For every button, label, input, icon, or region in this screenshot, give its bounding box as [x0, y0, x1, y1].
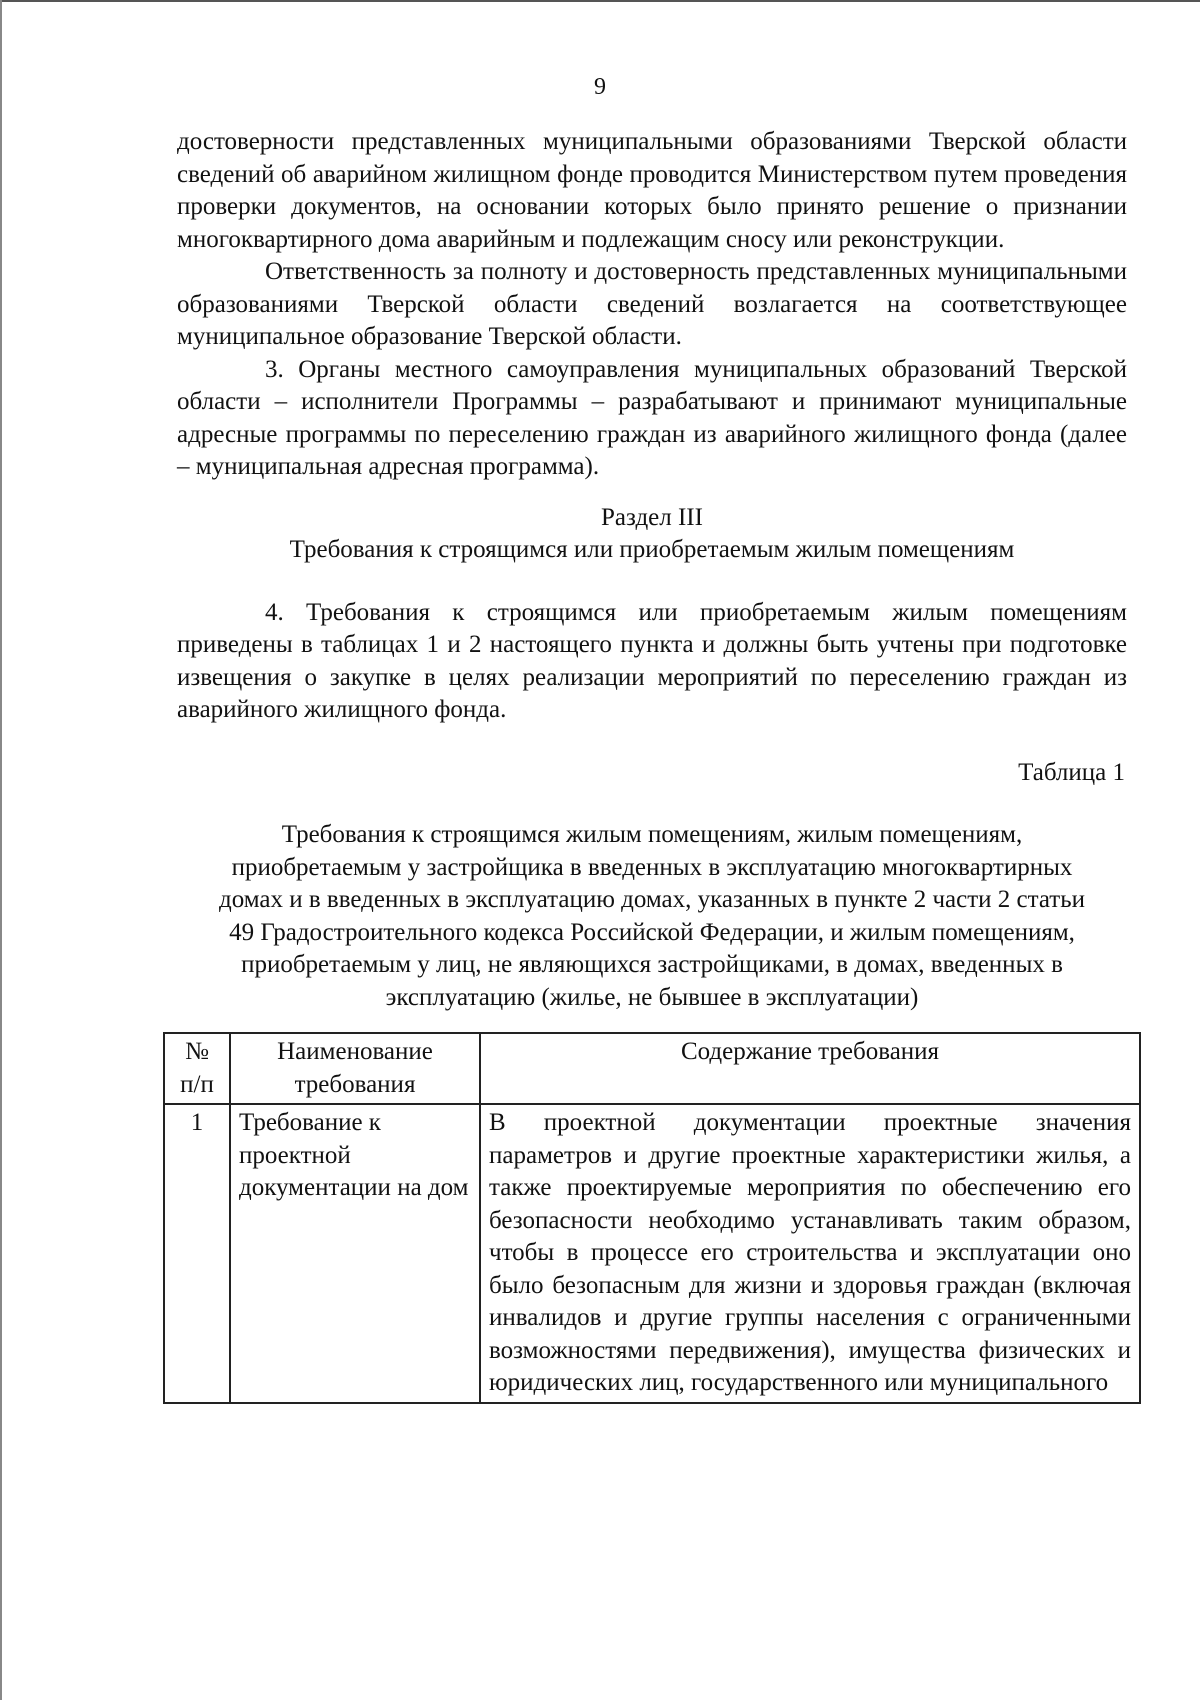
- page-top-edge: [0, 0, 1200, 2]
- cell-content: В проектной документации проектные значения параметров и другие проектные характеристики жилья, а также проектируемые мероприятия по обеспечению его безопасности необходимо устанавливать таким образом, чтобы в процессе его строительства и эксплуатации оно было безопасным для жизни и здоровья граждан (включая инвалидов и другие группы населения с ограниченными возможностями передвижения), имущества физических и юридических лиц, государственного или муниципального: [480, 1104, 1140, 1403]
- paragraph-item-3: 3. Органы местного самоуправления муниципальных образований Тверской области – исполнители Программы – разрабатывают и принимают муниципальные адресные программы по переселению граждан из аварийного жилищного фонда (далее – муниципальная адресная программа).: [177, 355, 1127, 480]
- cell-name: Требование к проектной документации на дом: [230, 1104, 480, 1403]
- table-row: [164, 1104, 1140, 1403]
- document-body: [177, 126, 1131, 1404]
- page-left-edge: [0, 0, 2, 1700]
- header-name: Наименование требования: [230, 1033, 480, 1104]
- paragraph-responsibility: Ответственность за полноту и достоверность представленных муниципальными образованиями Тверской области сведений возлагается на соответствующее муниципальное образование Тверской области.: [177, 258, 1127, 350]
- table-header-row: [164, 1033, 1140, 1104]
- paragraph-item-4: 4. Требования к строящимся или приобретаемым жилым помещениям приведены в таблицах 1 и 2 настоящего пункта и должны быть учтены при подготовке извещения о закупке в целях реализации мероприятий по переселению граждан из аварийного жилищного фонда.: [177, 598, 1127, 723]
- header-content: Содержание требования: [480, 1033, 1140, 1104]
- cell-num: 1: [164, 1104, 230, 1403]
- table-label: Таблица 1: [1018, 758, 1125, 786]
- section-heading: Раздел III: [601, 503, 703, 531]
- section-title: Требования к строящимся или приобретаемым жилым помещениям: [289, 536, 1015, 563]
- requirements-table: [163, 1032, 1141, 1404]
- table-title: Требования к строящимся жилым помещениям, жилым помещениям, приобретаемым у застройщика в введенных в эксплуатацию многоквартирных домах и в введенных в эксплуатацию домах, указанных в пункте 2 части 2 статьи 49 Градостроительного кодекса Российской Федерации, и жилым помещениям, приобретаемым у лиц, не являющихся застройщиками, в домах, введенных в эксплуатацию (жилье, не бывшее в эксплуатации): [219, 821, 1085, 1011]
- paragraph-continuation: достоверности представленных муниципальными образованиями Тверской области сведений об аварийном жилищном фонде проводится Министерством путем проведения проверки документов, на основании которых было принято решение о признании многоквартирного дома аварийным и подлежащим сносу или реконструкции.: [177, 128, 1127, 253]
- page-number: 9: [594, 74, 606, 100]
- header-num: № п/п: [164, 1033, 230, 1104]
